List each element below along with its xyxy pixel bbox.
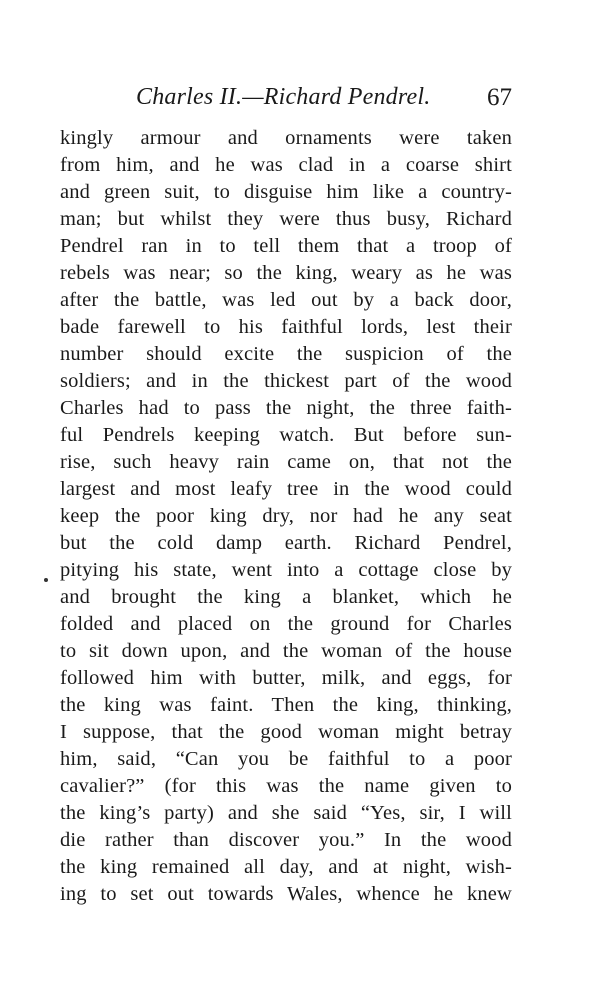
margin-dot-mark: [44, 578, 48, 582]
text-line: him, said, “Can you be faithful to a poor: [60, 748, 512, 770]
body-text: [60, 125, 512, 908]
text-line: and brought the king a blanket, which he: [60, 586, 512, 608]
text-line: largest and most leafy tree in the wood could: [60, 478, 512, 500]
text-line: from him, and he was clad in a coarse shirt: [60, 154, 512, 176]
text-line: rebels was near; so the king, weary as he was: [60, 262, 512, 284]
text-line: ing to set out towards Wales, whence he knew: [60, 883, 512, 905]
text-line: the king was faint. Then the king, thinking,: [60, 694, 512, 716]
text-line: I suppose, that the good woman might betray: [60, 721, 512, 743]
text-line: but the cold damp earth. Richard Pendrel,: [60, 532, 512, 554]
text-line: keep the poor king dry, nor had he any seat: [60, 505, 512, 527]
text-line: man; but whilst they were thus busy, Richard: [60, 208, 512, 230]
text-line: Pendrel ran in to tell them that a troop of: [60, 235, 512, 257]
running-head: [60, 84, 512, 116]
text-line: ful Pendrels keeping watch. But before sun-: [60, 424, 512, 446]
page-number: 67: [487, 84, 512, 111]
text-line: and green suit, to disguise him like a country-: [60, 181, 512, 203]
running-title: Charles II.—Richard Pendrel.: [136, 84, 431, 110]
text-line: the king’s party) and she said “Yes, sir, I will: [60, 802, 512, 824]
text-line: kingly armour and ornaments were taken: [60, 127, 512, 149]
text-line: number should excite the suspicion of the: [60, 343, 512, 365]
text-line: Charles had to pass the night, the three faith-: [60, 397, 512, 419]
text-line: to sit down upon, and the woman of the house: [60, 640, 512, 662]
text-line: bade farewell to his faithful lords, lest their: [60, 316, 512, 338]
text-line: pitying his state, went into a cottage close by: [60, 559, 512, 581]
text-line: followed him with butter, milk, and eggs, for: [60, 667, 512, 689]
text-line: the king remained all day, and at night, wish-: [60, 856, 512, 878]
text-line: soldiers; and in the thickest part of the wood: [60, 370, 512, 392]
text-line: cavalier?” (for this was the name given to: [60, 775, 512, 797]
text-line: folded and placed on the ground for Charles: [60, 613, 512, 635]
text-line: after the battle, was led out by a back door,: [60, 289, 512, 311]
text-line: rise, such heavy rain came on, that not the: [60, 451, 512, 473]
text-line: die rather than discover you.” In the wood: [60, 829, 512, 851]
